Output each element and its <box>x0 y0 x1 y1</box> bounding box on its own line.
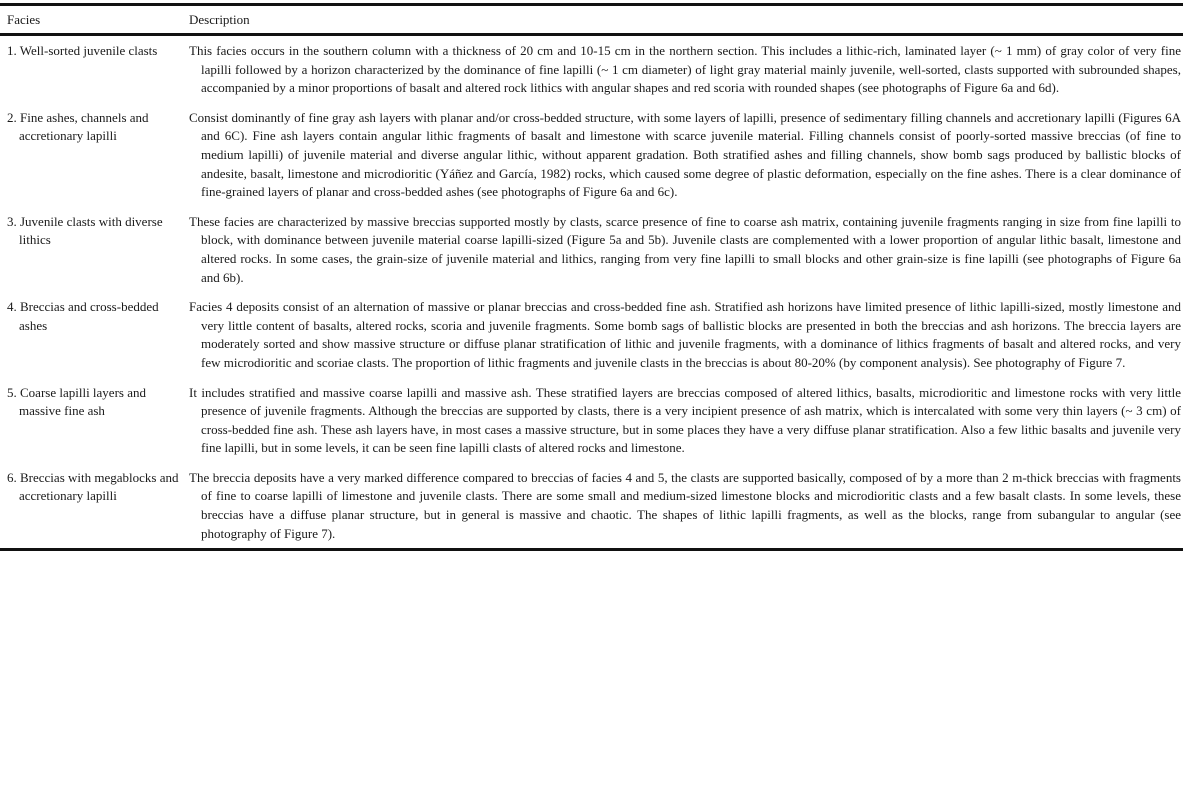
facies-name: 2. Fine ashes, channels and accretionary lapilli <box>7 109 149 144</box>
facies-name: 5. Coarse lapilli layers and massive fine ash <box>7 384 146 419</box>
table-row <box>0 378 1183 463</box>
table-row <box>0 463 1183 548</box>
facies-cell <box>0 384 189 458</box>
facies-cell <box>0 469 189 543</box>
description-cell: Consist dominantly of fine gray ash layers with planar and/or cross-bedded structure, with some layers of lapilli, presence of sedimentary filling channels and accretionary lapilli (Figures 6A and 6C). Fine ash layers contain angular lithic fragments of basalt and limestone with scarce juvenile material. Filling channels consist of poorly-sorted massive breccias (of fine to medium lapilli) of juvenile material and diverse angular lithic, without apparent gradation. Both stratified ashes and filling channels, show bomb sags produced by ballistic blocks of andesite, basalt, limestone and microdioritic (Yáñez and García, 1982) rocks, which caused some degree of plastic deformation, especially on the fine ashes. There is a clear dominance of fine-grained layers of planar and cross-bedded ashes (see photographs of Figure 6a and 6c). <box>189 109 1181 200</box>
table-row <box>0 292 1183 377</box>
facies-cell <box>0 42 189 98</box>
header-facies: Facies <box>7 11 41 27</box>
header-description: Description <box>189 11 250 27</box>
table-row <box>0 103 1183 207</box>
description-cell: The breccia deposits have a very marked difference compared to breccias of facies 4 and 5, the clasts are supported basically, composed of by a more than 2 m-thick breccias with fragments of fine to coarse lapilli of limestone and juvenile clasts. There are some small and medium-sized limestone blocks and microdioritic clasts and a few basalt clasts. In some levels, these breccias have a diffuse planar structure, but in general is massive and chaotic. The shapes of lithic lapilli fragments, as well as the blocks, range from subangular to angular (see photography of Figure 7). <box>189 469 1181 541</box>
facies-cell <box>0 109 189 202</box>
facies-name: 4. Breccias and cross-bedded ashes <box>7 299 159 333</box>
description-cell: Facies 4 deposits consist of an alternation of massive or planar breccias and cross-bedded fine ash. Stratified ash horizons have limited presence of lithic lapilli-sized, mostly limestone and very little content of basalts, altered rocks, scoria and juvenile fragments. Some bomb sags of ballistic blocks are presented in both the breccias and ash horizons. The breccia layers are moderately sorted and show massive structure or diffuse planar stratification of lithic and juvenile fragments, with a dominance of lithics fragments of basalt and altered rocks, and very few microdioritic and scoriae clasts. The proportion of lithic fragments and juvenile clasts in the breccias is about 80-20% (by component analysis). See photography of Figure 7. <box>189 299 1181 370</box>
description-cell: These facies are characterized by massive breccias supported mostly by clasts, scarce presence of fine to coarse ash matrix, containing juvenile fragments ranging in size from fine lapilli to block, with dominance between juvenile material coarse lapilli-sized (Figure 5a and 5b). Juvenile clasts are complemented with a lower proportion of angular lithic basalt, limestone and altered rocks. In some cases, the grain-size of juvenile material and lithics, ranging from very fine lapilli to small blocks and other grain-size is fine lapilli (see photographs of Figure 6a and 6b). <box>189 213 1181 285</box>
table-header <box>0 6 1183 36</box>
facies-name: 1. Well-sorted juvenile clasts <box>7 43 158 58</box>
facies-name: 6. Breccias with megablocks and accretionary lapilli <box>7 469 179 504</box>
facies-cell <box>0 213 189 287</box>
facies-table <box>0 3 1183 551</box>
table-row <box>0 36 1183 103</box>
table-row <box>0 207 1183 292</box>
facies-cell <box>0 298 189 372</box>
table-body <box>0 36 1183 548</box>
description-cell: It includes stratified and massive coarse lapilli and massive ash. These stratified layers are breccias composed of altered lithics, basalts, microdioritic and limestone rocks with very little presence of juvenile fragments. Although the breccias are supported by clasts, there is a very incipient presence of ash matrix, which is intercalated with some very thin layers (~ 3 cm) of cross-bedded fine ash. These ash layers have, in most cases a massive structure, but in some places they have a very diffuse planar stratification. Also a few lithic basalts and juvenile very fine lapilli, but in some levels, it can be seen fine lapilli clasts of altered rocks and limestone. <box>189 384 1181 456</box>
description-cell: This facies occurs in the southern column with a thickness of 20 cm and 10-15 cm in the northern section. This includes a lithic-rich, laminated layer (~ 1 mm) of gray color of very fine lapilli followed by a horizon characterized by the dominance of fine lapilli (~ 1 cm diameter) of light gray material mainly juvenile, well-sorted, clasts supported with subrounded shapes, accompanied by a minor proportions of basalt and altered rock lithics with angular shapes and red scoria with rounded shapes (see photographs of Figure 6a and 6d). <box>189 43 1181 96</box>
facies-name: 3. Juvenile clasts with diverse lithics <box>7 213 163 248</box>
